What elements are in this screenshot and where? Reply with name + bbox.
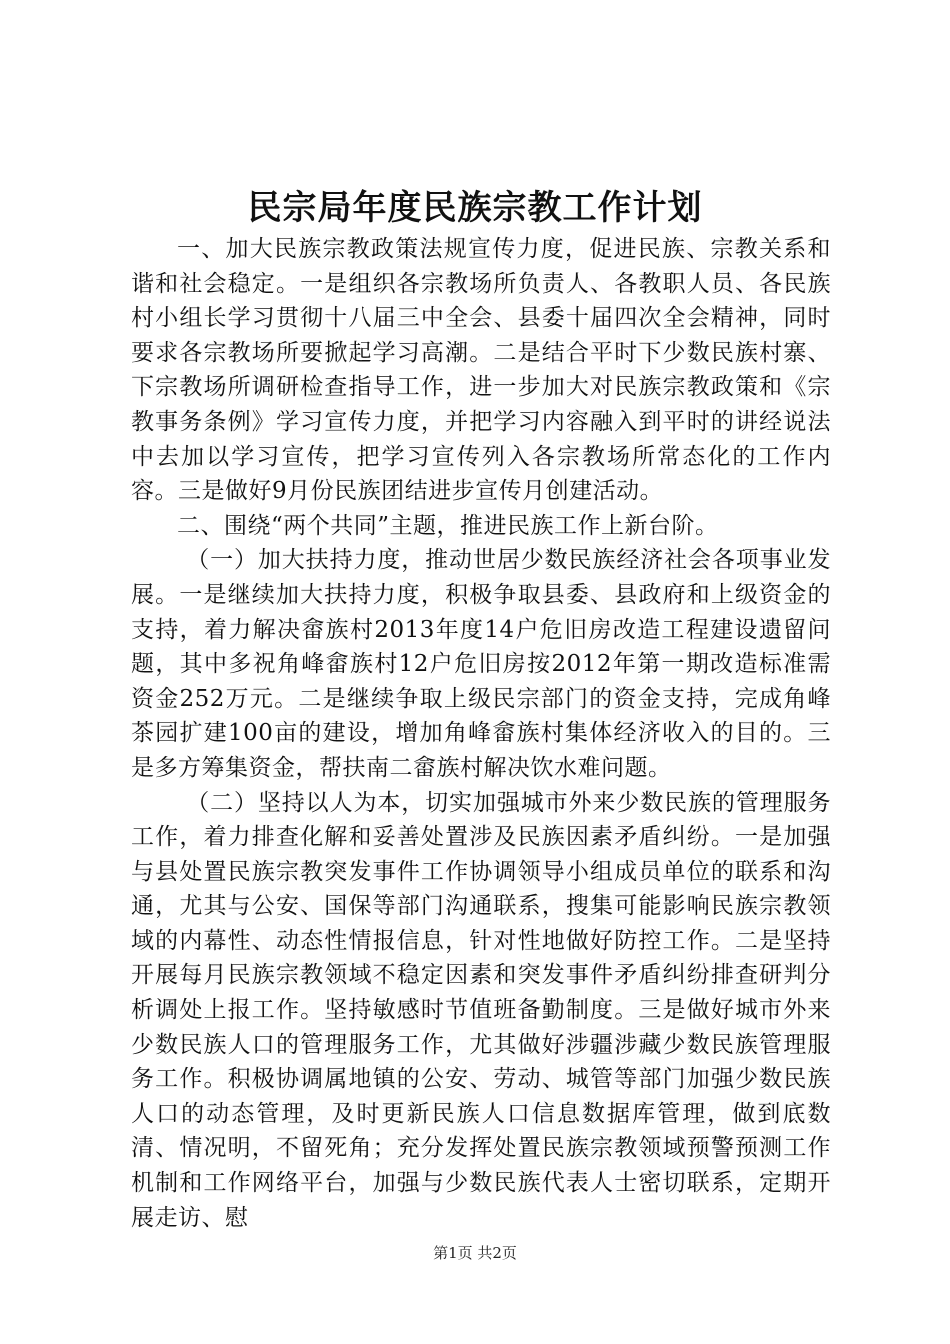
paragraph-1: 一、加大民族宗教政策法规宣传力度，促进民族、宗教关系和谐和社会稳定。一是组织各宗教场所负责人、各教职人员、各民族村小组长学习贯彻十八届三中全会、县委十届四次全会精神，同时要求各宗教场所要掀起学习高潮。二是结合平时下少数民族村寨、下宗教场所调研检查指导工作，进一步加大对民族宗教政策和《宗教事务条例》学习宣传力度，并把学习内容融入到平时的讲经说法中去加以学习宣传，把学习宣传列入各宗教场所常态化的工作内容。三是做好9月份民族团结进步宣传月创建活动。 xyxy=(131,236,831,505)
page-number-footer: 第1页 共2页 xyxy=(433,1244,517,1262)
paragraph-4: （二）坚持以人为本，切实加强城市外来少数民族的管理服务工作，着力排查化解和妥善处置涉及民族因素矛盾纠纷。一是加强与县处置民族宗教突发事件工作协调领导小组成员单位的联系和沟通，尤其与公安、国保等部门沟通联系，搜集可能影响民族宗教领域的内幕性、动态性情报信息，针对性地做好防控工作。二是坚持开展每月民族宗教领域不稳定因素和突发事件矛盾纠纷排查研判分析调处上报工作。坚持敏感时节值班备勤制度。三是做好城市外来少数民族人口的管理服务工作，尤其做好涉疆涉藏少数民族管理服务工作。积极协调属地镇的公安、劳动、城管等部门加强少数民族人口的动态管理，及时更新民族人口信息数据库管理，做到底数清、情况明，不留死角；充分发挥处置民族宗教领域预警预测工作机制和工作网络平台，加强与少数民族代表人士密切联系，定期开展走访、慰 xyxy=(131,789,831,1231)
document-body xyxy=(131,232,831,1235)
paragraph-2: 二、围绕“两个共同”主题，推进民族工作上新台阶。 xyxy=(177,512,719,539)
paragraph-3: （一）加大扶持力度，推动世居少数民族经济社会各项事业发展。一是继续加大扶持力度，积极争取县委、县政府和上级资金的支持，着力解决畲族村2013年度14户危旧房改造工程建设遗留问题，其中多祝角峰畲族村12户危旧房按2012年第一期改造标准需资金252万元。二是继续争取上级民宗部门的资金支持，完成角峰茶园扩建100亩的建设，增加角峰畲族村集体经济收入的目的。三是多方筹集资金，帮扶南二畲族村解决饮水难问题。 xyxy=(131,547,831,781)
document-title: 民宗局年度民族宗教工作计划 xyxy=(247,188,703,228)
